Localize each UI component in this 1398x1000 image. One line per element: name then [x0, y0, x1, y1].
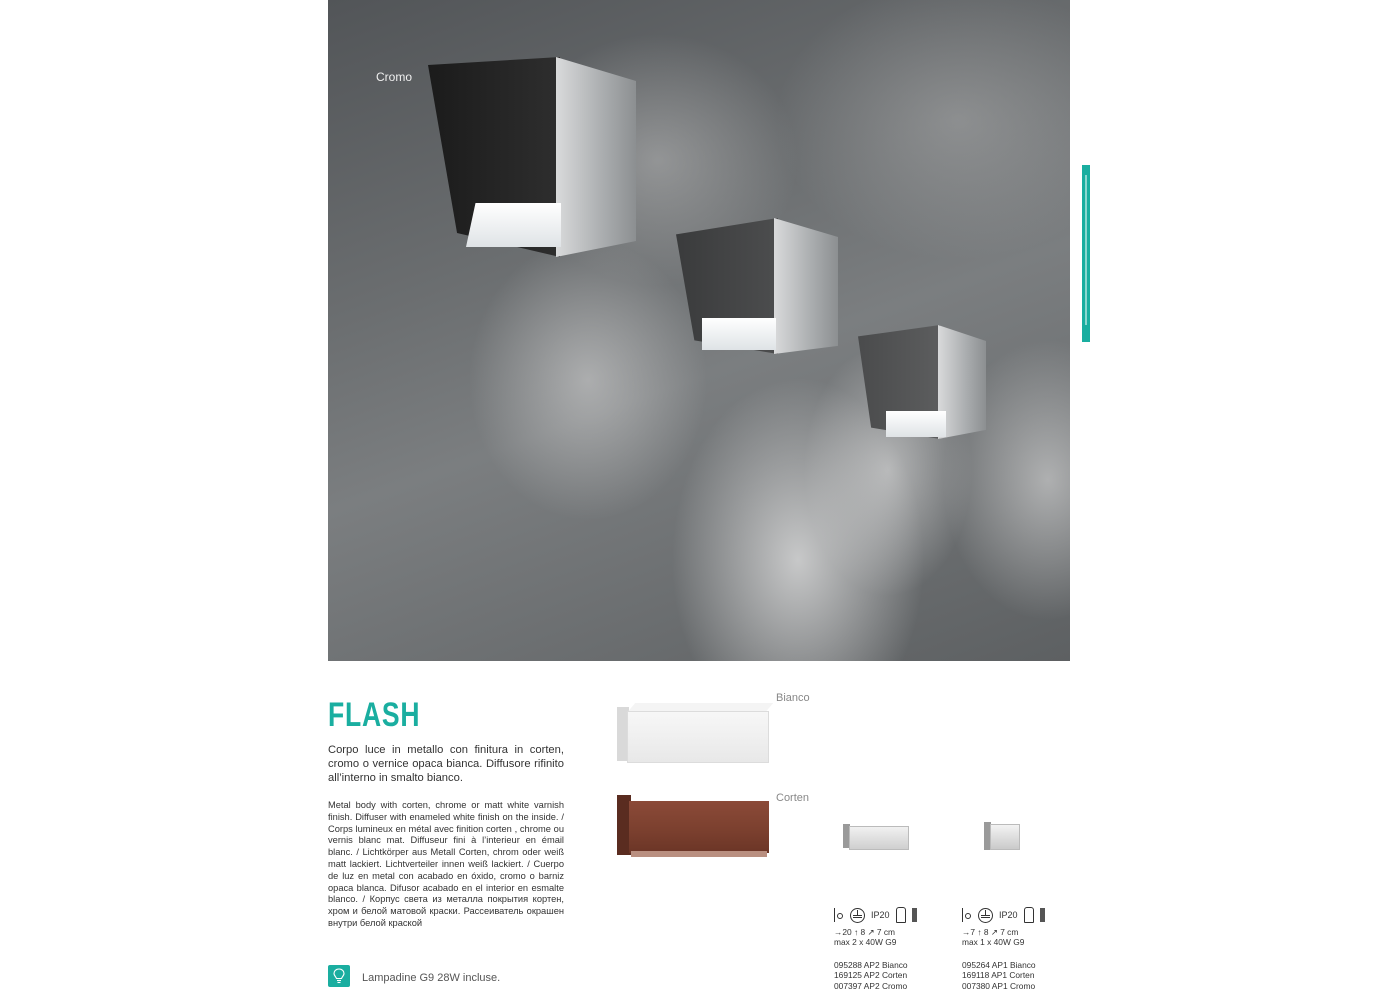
code-line: 169118 AP1 Corten: [962, 970, 1035, 981]
wall-lamp-small: [858, 325, 988, 441]
wall-lamp-large: [428, 57, 638, 257]
spec-block-ap1: [962, 907, 1045, 991]
ground-icon: [850, 908, 865, 923]
variant-corten-image: [617, 795, 769, 861]
energy-label-icon: [912, 908, 917, 922]
ip-rating: IP20: [871, 909, 890, 920]
bulb-icon: [328, 965, 350, 987]
wall-lamp-medium: [676, 218, 840, 356]
code-line: 007380 AP1 Cromo: [962, 980, 1036, 991]
ground-icon: [978, 908, 993, 923]
spec-block-ap2: [834, 907, 917, 991]
hero-photo: [328, 0, 1070, 661]
code-line: 095288 AP2 Bianco: [834, 959, 908, 970]
power: max 2 x 40W G9: [834, 937, 897, 948]
power: max 1 x 40W G9: [962, 937, 1025, 948]
energy-label-icon: [1040, 908, 1045, 922]
g9-bulb-icon: [1024, 907, 1034, 923]
variant-corten-label: Corten: [776, 792, 810, 804]
wall-mount-icon: [834, 908, 844, 922]
accent-bar: [1082, 165, 1090, 342]
code-line: 169125 AP2 Corten: [834, 970, 908, 981]
variant-bianco-image: [617, 703, 769, 761]
hero-finish-label: Cromo: [376, 70, 413, 84]
code-line: 007397 AP2 Cromo: [834, 980, 908, 991]
wall-mount-icon: [962, 908, 972, 922]
product-title: FLASH: [328, 696, 421, 734]
model-ap2-image: [843, 824, 907, 850]
variant-bianco-label: Bianco: [776, 692, 810, 704]
dimensions: →7 ↑ 8 ↗ 7 cm: [962, 927, 1019, 937]
ip-rating: IP20: [999, 909, 1018, 920]
g9-bulb-icon: [896, 907, 906, 923]
product-description-italian: Corpo luce in metallo con finitura in corten, cromo o vernice opaca bianca. Diffusore rifinito all’interno in smalto bianco.: [328, 744, 564, 784]
bulb-note: Lampadine G9 28W incluse.: [362, 972, 501, 984]
code-line: 095264 AP1 Bianco: [962, 959, 1036, 970]
model-ap1-image: [984, 822, 1020, 852]
product-description-multilingual: Metal body with corten, chrome or matt white varnish finish. Diffuser with enameled white finish on the inside. / Corps lumineux en métal avec finition corten , chrome ou vernis blanc mat. Diffuseur fini à l’interieur en émail blanc. / Lichtkörper aus Metall Corten, chrom oder weiß matt lackiert. Lichtverteiler innen weiß lackiert. / Cuerpo de luz en metal con acabado en óxido, cromo o barniz opaca blanca. Difusor acabado en el interior en esmalte blanco. / Корпус света из металла покрытия кортен, хром и белой матовой краски. Рассеиватель окрашен внутри белой краской: [328, 800, 564, 928]
dimensions: →20 ↑ 8 ↗ 7 cm: [834, 927, 896, 937]
